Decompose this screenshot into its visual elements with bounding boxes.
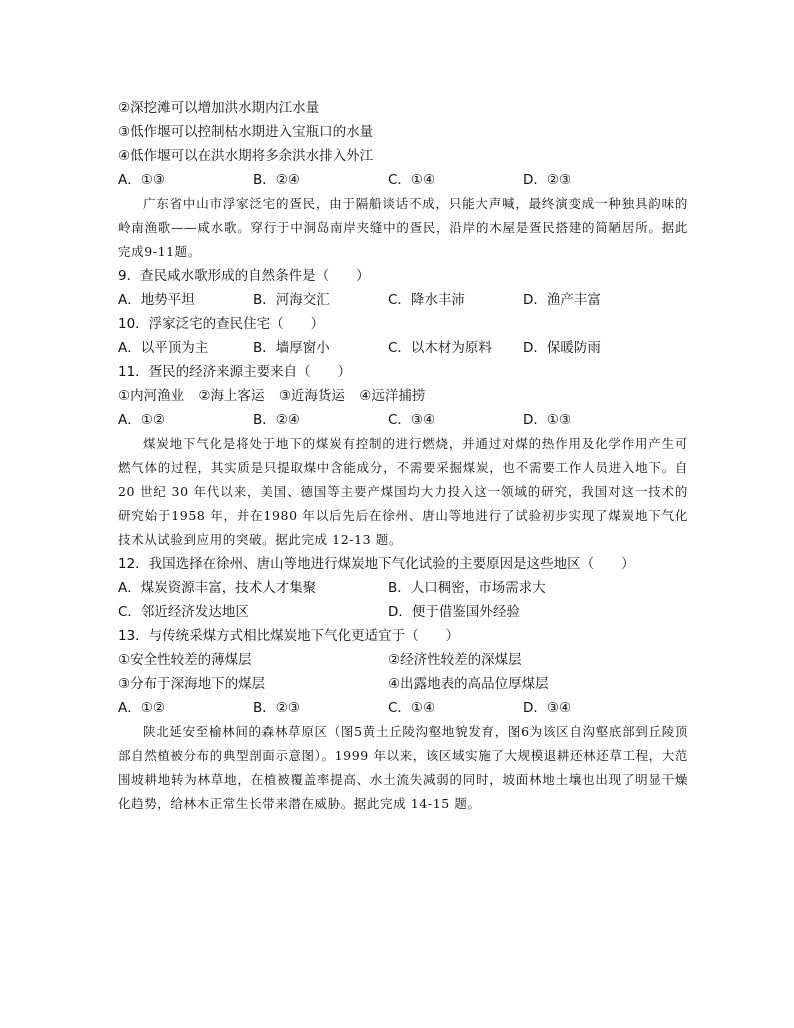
passage-loess-plateau: 陕北延安至榆林间的森林草原区（图5黄土丘陵沟壑地貌发育，图6为该区自沟壑底部到丘陵顶部自然植被分布的典型剖面示意图）。1999 年以来，该区域实施了大规模退耕还林还草工程，大范围坡耕地转为林草地，在植被覆盖率提高、水土流失减弱的同时，坡面林地土壤也出现了明显干燥化趋势，给林木正常生长带来潜在威胁。据此完成 14-15 题。 [118, 724, 688, 811]
q11-option-a: A．①② [118, 412, 165, 428]
statement-2: ②深挖滩可以增加洪水期内江水量 [118, 100, 320, 116]
q13-item-3: ③分布于深海地下的煤层 [118, 676, 266, 692]
q11-item-3: ③近海货运 [278, 388, 345, 404]
q8-option-c: C．①④ [388, 172, 436, 188]
q13-options [118, 696, 688, 720]
q13-stem: 13．与传统采煤方式相比煤炭地下气化更适宜于（ ） [118, 628, 460, 644]
q11-item-4: ④远洋捕捞 [359, 388, 426, 404]
q8-option-a: A．①③ [118, 172, 165, 188]
q8-option-d: D．②③ [523, 172, 572, 188]
q11-item-1: ①内河渔业 [118, 388, 185, 404]
q11-option-d: D．①③ [523, 412, 572, 428]
q12-options-row1 [118, 576, 688, 600]
q11-option-b: B．②④ [253, 412, 300, 428]
passage-coal-gasification: 煤炭地下气化是将处于地下的煤炭有控制的进行燃烧，并通过对煤的热作用及化学作用产生可燃气体的过程，其实质是只提取煤中含能成分，不需要采掘煤炭，也不需要工作人员进入地下。自 20 世纪 30 年代以来，美国、德国等主要产煤国均大力投入这一领域的研究，我国对这一技术的研究始于1958 年，并在1980 年以后先后在徐州、唐山等地进行了试验初步实现了煤炭地下气化技术从试验到应用的突破。据此完成 12-13 题。 [118, 436, 688, 547]
statement-4: ④低作堰可以在洪水期将多余洪水排入外江 [118, 148, 374, 164]
q13-item-4: ④出露地表的高品位厚煤层 [388, 676, 549, 692]
q12-option-d: D．便于借鉴国外经验 [388, 604, 520, 620]
q11-options [118, 408, 688, 432]
q11-items [118, 384, 688, 408]
q10-option-d: D．保暖防雨 [523, 340, 601, 356]
q9-option-d: D．渔产丰富 [523, 292, 601, 308]
q13-items-row2 [118, 672, 688, 696]
q10-options [118, 336, 688, 360]
q12-options-row2 [118, 600, 688, 624]
q10-option-b: B．墙厚窗小 [253, 340, 330, 356]
q9-options [118, 288, 688, 312]
document-page [118, 96, 688, 816]
q13-option-b: B．②③ [253, 700, 300, 716]
q12-option-c: C．邻近经济发达地区 [118, 604, 249, 620]
q13-option-a: A．①② [118, 700, 165, 716]
q12-option-b: B．人口稠密，市场需求大 [388, 580, 546, 596]
q10-option-c: C．以木材为原料 [388, 340, 492, 356]
q12-option-a: A．煤炭资源丰富，技术人才集聚 [118, 580, 317, 596]
q11-stem: 11．疍民的经济来源主要来自（ ） [118, 364, 352, 380]
q13-item-1: ①安全性较差的薄煤层 [118, 652, 252, 668]
q13-item-2: ②经济性较差的深煤层 [388, 652, 522, 668]
q11-item-2: ②海上客运 [198, 388, 265, 404]
q9-option-a: A．地势平坦 [118, 292, 195, 308]
q10-option-a: A．以平顶为主 [118, 340, 209, 356]
q13-option-d: D．③④ [523, 700, 572, 716]
q9-option-c: C．降水丰沛 [388, 292, 465, 308]
q11-option-c: C．③④ [388, 412, 436, 428]
q8-option-b: B．②④ [253, 172, 300, 188]
q9-option-b: B．河海交汇 [253, 292, 330, 308]
q10-stem: 10．浮家泛宅的查民住宅（ ） [118, 316, 325, 332]
passage-danmin: 广东省中山市浮家泛宅的疍民，由于隔船谈话不成，只能大声喊，最终演变成一种独具韵味的岭南渔歌——咸水歌。穿行于中洞岛南岸夹缝中的疍民，沿岸的木屋是疍民搭建的简陋居所。据此完成9-11题。 [118, 196, 688, 259]
q9-stem: 9．查民咸水歌形成的自然条件是（ ） [118, 268, 370, 284]
q12-stem: 12．我国选择在徐州、唐山等地进行煤炭地下气化试验的主要原因是这些地区（ ） [118, 556, 635, 572]
q13-option-c: C．①④ [388, 700, 436, 716]
q8-options [118, 168, 688, 192]
q13-items-row1 [118, 648, 688, 672]
statement-3: ③低作堰可以控制枯水期进入宝瓶口的水量 [118, 124, 374, 140]
